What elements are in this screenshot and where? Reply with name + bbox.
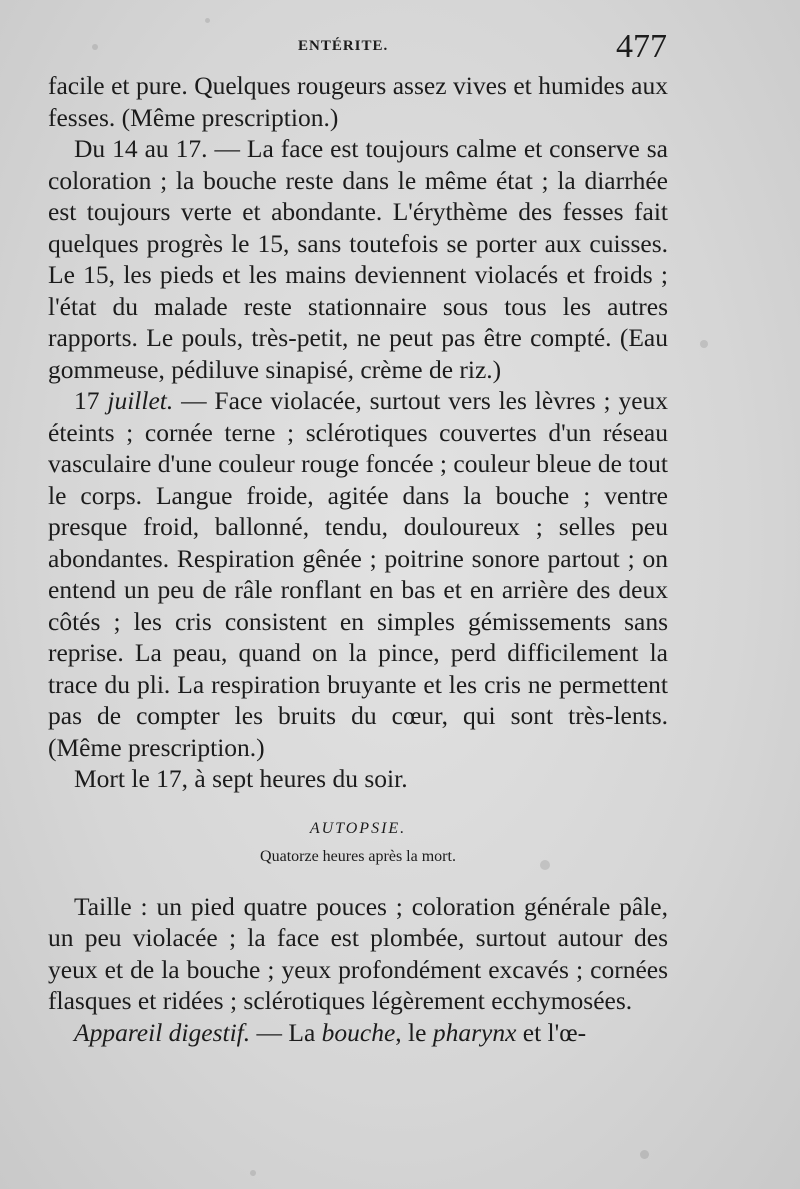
section-title: AUTOPSIE. [309, 819, 407, 837]
paragraphs-after [48, 891, 668, 1049]
text-run: Du 14 au 17. — La face est toujours calme et conserve sa coloration ; la bouche reste dans le même état ; la diarrhée est toujours verte et abondante. L'érythème des fesses fait quelques progrès le 15, sans toutefois se porter aux cuisses. Le 15, les pieds et les mains deviennent violacés et froids ; l'état du malade reste stationnaire sous tous les autres rapports. Le pouls, très-petit, ne peut pas être compté. (Eau gommeuse, pédiluve sinapisé, crème de riz.) [48, 134, 668, 384]
paper-speck [250, 1170, 256, 1176]
text-run: et l'œ- [516, 1017, 587, 1047]
paragraph [48, 133, 668, 385]
text-run: facile et pure. Quelques rougeurs assez vives et humides aux fesses. (Même prescription.) [48, 71, 668, 132]
paragraph [48, 763, 668, 795]
paragraphs-before [48, 70, 668, 795]
italic-text: Appareil digestif. [74, 1017, 251, 1047]
paragraph [48, 70, 668, 133]
running-title: ENTÉRITE. [298, 38, 389, 54]
paper-speck [205, 18, 210, 23]
text-run: , le [395, 1017, 433, 1047]
text-run: Mort le 17, à sept heures du soir. [74, 764, 408, 793]
section-subtitle: Quatorze heures après la mort. [260, 847, 456, 865]
body-text [48, 70, 668, 1048]
italic-text: pharynx [432, 1017, 517, 1047]
paragraph [48, 385, 668, 763]
italic-text: bouche [321, 1017, 396, 1047]
paper-speck [700, 340, 708, 348]
text-run: — La [250, 1017, 322, 1047]
text-run: Taille : un pied quatre pouces ; coloration générale pâle, un peu violacée ; la face est plombée, surtout autour des yeux et de la bouche ; yeux profondément excavés ; cornées flasques et ridées ; sclérotiques légèrement ecchymosées. [48, 891, 668, 1015]
text-run: 17 [74, 386, 108, 415]
page-number: 477 [616, 28, 667, 65]
text-run: — Face violacée, surtout vers les lèvres ; yeux éteints ; cornée terne ; sclérotiques couvertes d'un réseau vasculaire d'une couleur rouge foncée ; couleur bleue de tout le corps. Langue froide, agitée dans la bouche ; ventre presque froid, ballonné, tendu, douloureux ; selles peu abondantes. Respiration gênée ; poitrine sonore partout ; on entend un peu de râle ronflant en bas et en arrière des deux côtés ; les cris consistent en simples gémissements sans reprise. La peau, quand on la pince, perd difficilement la trace du pli. La respiration bruyante et les cris ne permettent pas de compter les bruits du cœur, qui sont très-lents. (Même prescription.) [48, 386, 669, 762]
page-header [0, 28, 800, 68]
paper-speck [640, 1150, 649, 1159]
paragraph [48, 891, 668, 1017]
italic-text: juillet. [107, 386, 174, 415]
paragraph [48, 1017, 668, 1049]
